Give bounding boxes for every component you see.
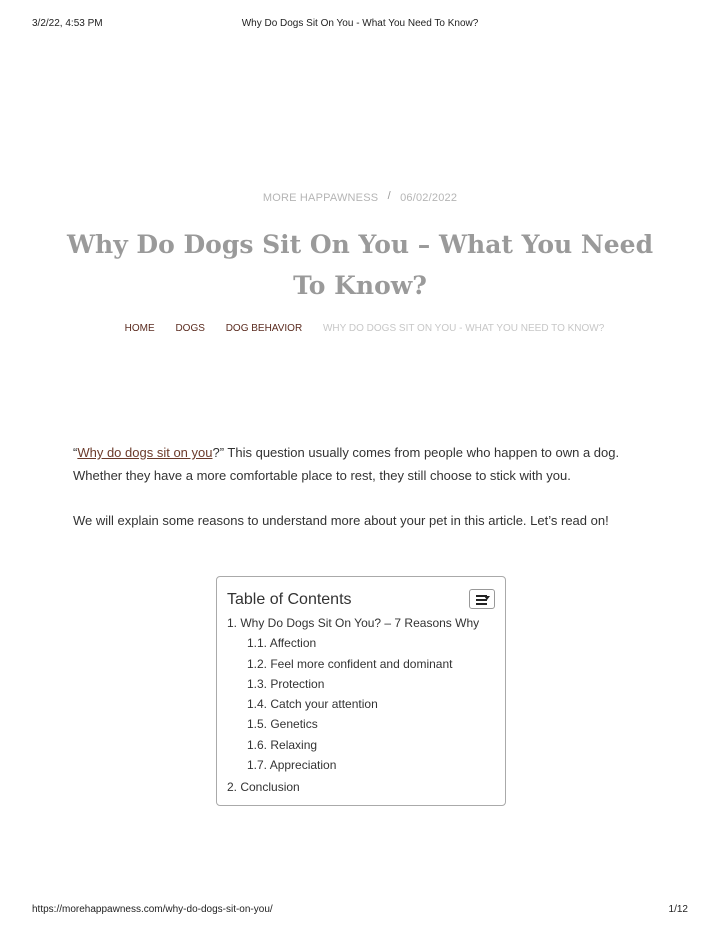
print-document-title: Why Do Dogs Sit On You - What You Need To Know? <box>241 18 479 29</box>
print-header <box>0 0 720 36</box>
print-page-number: 1/12 <box>668 904 688 915</box>
toc-subitem-1-5[interactable]: 1.5. Genetics <box>247 717 318 732</box>
breadcrumb <box>0 323 720 334</box>
breadcrumb-home[interactable]: HOME <box>124 323 155 334</box>
intro-text: ?” This question usually comes from people who happen to own a dog. Whether they have a more comfortable place to rest, they still choose to stick with you. <box>73 445 620 483</box>
toc-subitem-1-4[interactable]: 1.4. Catch your attention <box>247 697 378 712</box>
toc-subitem-1-1[interactable]: 1.1. Affection <box>247 636 317 651</box>
toggle-line <box>476 603 487 605</box>
post-author-link[interactable]: MORE HAPPAWNESS <box>262 192 379 204</box>
toc-title: Table of Contents <box>227 591 352 608</box>
toc-subitem-1-7[interactable]: 1.7. Appreciation <box>247 758 337 773</box>
breadcrumb-dogs[interactable]: DOGS <box>175 323 205 334</box>
open-quote: “ <box>73 445 78 460</box>
second-paragraph: We will explain some reasons to understand more about your pet in this article. Let’s read on! <box>73 513 609 528</box>
breadcrumb-dog-behavior[interactable]: DOG BEHAVIOR <box>225 323 303 334</box>
article-link[interactable]: Why do dogs sit on you <box>77 445 213 460</box>
meta-separator: / <box>387 190 391 202</box>
toc-subitem-1-3[interactable]: 1.3. Protection <box>247 676 325 691</box>
intro-paragraph <box>73 441 653 487</box>
post-meta <box>0 192 720 204</box>
chevron-down-icon <box>484 596 490 600</box>
page-title: Why Do Dogs Sit On You – What You Need To Know? <box>66 230 654 300</box>
toc-header <box>227 589 495 615</box>
print-url: https://morehappawness.com/why-do-dogs-sit-on-you/ <box>32 904 273 915</box>
toc-item-1[interactable]: 1. Why Do Dogs Sit On You? – 7 Reasons Why <box>227 616 480 630</box>
post-date: 06/02/2022 <box>400 192 458 204</box>
table-of-contents <box>216 576 506 806</box>
toc-item-2[interactable]: 2. Conclusion <box>227 780 300 795</box>
breadcrumb-current: WHY DO DOGS SIT ON YOU - WHAT YOU NEED TO KNOW? <box>322 323 605 334</box>
toc-subitem-1-2[interactable]: 1.2. Feel more confident and dominant <box>247 656 453 671</box>
toc-subitem-1-6[interactable]: 1.6. Relaxing <box>247 737 318 752</box>
list-toggle-icon[interactable] <box>469 589 495 609</box>
print-datetime: 3/2/22, 4:53 PM <box>32 18 103 29</box>
